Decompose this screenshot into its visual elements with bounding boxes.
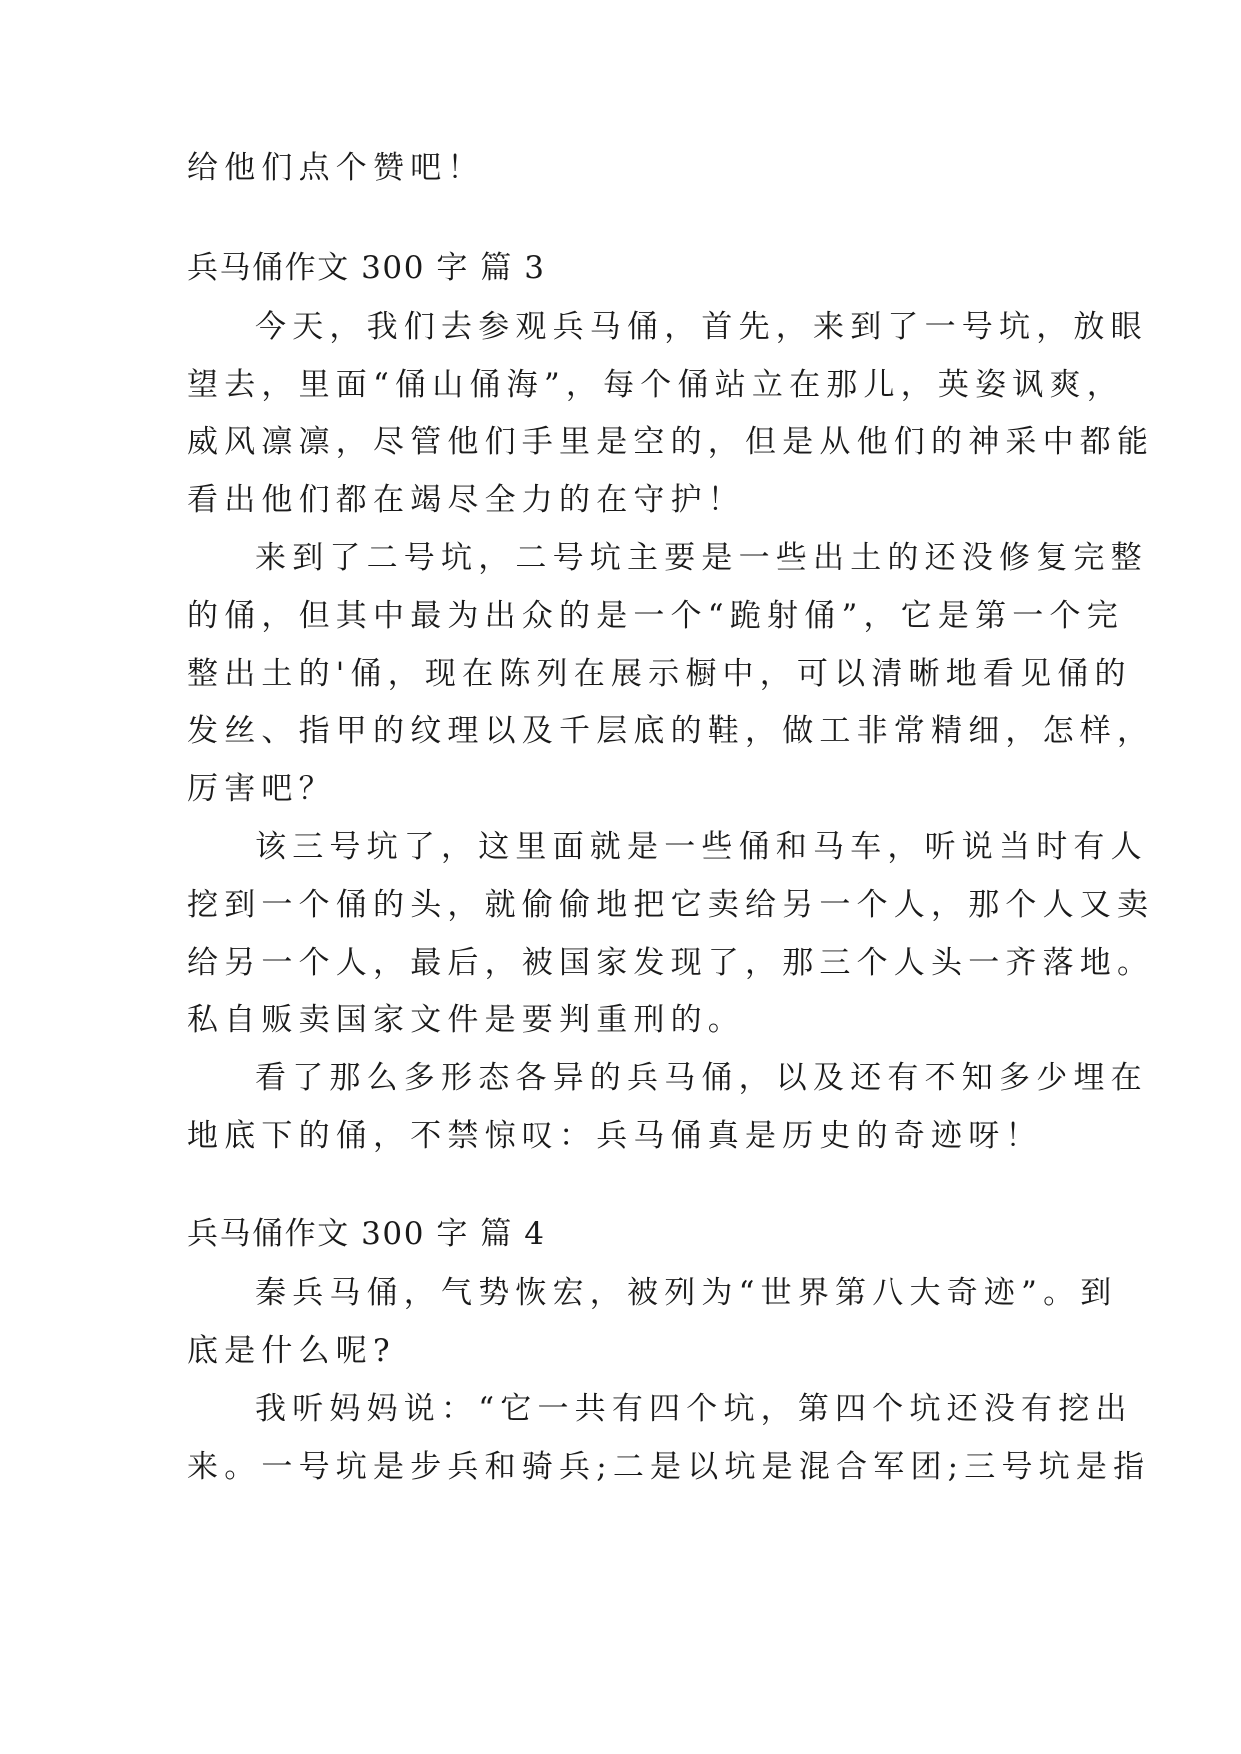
paragraph-line: 地底下的俑，不禁惊叹：兵马俑真是历史的奇迹呀！ <box>187 1118 1043 1154</box>
paragraph-line: 该三号坑了，这里面就是一些俑和马车，听说当时有人 <box>255 829 1148 865</box>
paragraph-line: 我听妈妈说：“它一共有四个坑，第四个坑还没有挖出 <box>255 1391 1133 1427</box>
paragraph-line: 看了那么多形态各异的兵马俑，以及还有不知多少埋在 <box>255 1060 1148 1096</box>
section-heading-4: 兵马俑作文 300 字 篇 4 <box>187 1216 546 1252</box>
section-heading-3: 兵马俑作文 300 字 篇 3 <box>187 250 546 286</box>
paragraph-line: 威风凛凛，尽管他们手里是空的，但是从他们的神采中都能 <box>187 424 1155 460</box>
paragraph-line: 整出土的'俑，现在陈列在展示橱中，可以清晰地看见俑的 <box>187 656 1132 692</box>
paragraph-line: 秦兵马俑，气势恢宏，被列为“世界第八大奇迹”。到 <box>255 1275 1118 1311</box>
paragraph-line: 今天，我们去参观兵马俑，首先，来到了一号坑，放眼 <box>255 309 1148 345</box>
paragraph-line: 私自贩卖国家文件是要判重刑的。 <box>187 1002 745 1038</box>
paragraph-line: 挖到一个俑的头，就偷偷地把它卖给另一个人，那个人又卖 <box>187 887 1155 923</box>
closing-line: 给他们点个赞吧！ <box>187 150 485 186</box>
paragraph-line: 看出他们都在竭尽全力的在守护！ <box>187 482 745 518</box>
paragraph-line: 底是什么呢? <box>187 1333 396 1369</box>
paragraph-line: 的俑，但其中最为出众的是一个“跪射俑”，它是第一个完 <box>187 598 1124 634</box>
paragraph-line: 来到了二号坑，二号坑主要是一些出土的还没修复完整 <box>255 540 1148 576</box>
paragraph-line: 来。一号坑是步兵和骑兵;二是以坑是混合军团;三号坑是指 <box>187 1449 1151 1485</box>
paragraph-line: 发丝、指甲的纹理以及千层底的鞋，做工非常精细，怎样， <box>187 713 1155 749</box>
paragraph-line: 厉害吧？ <box>187 771 336 807</box>
paragraph-line: 给另一个人，最后，被国家发现了，那三个人头一齐落地。 <box>187 945 1155 981</box>
paragraph-line: 望去，里面“俑山俑海”，每个俑站立在那儿，英姿讽爽， <box>187 367 1124 403</box>
